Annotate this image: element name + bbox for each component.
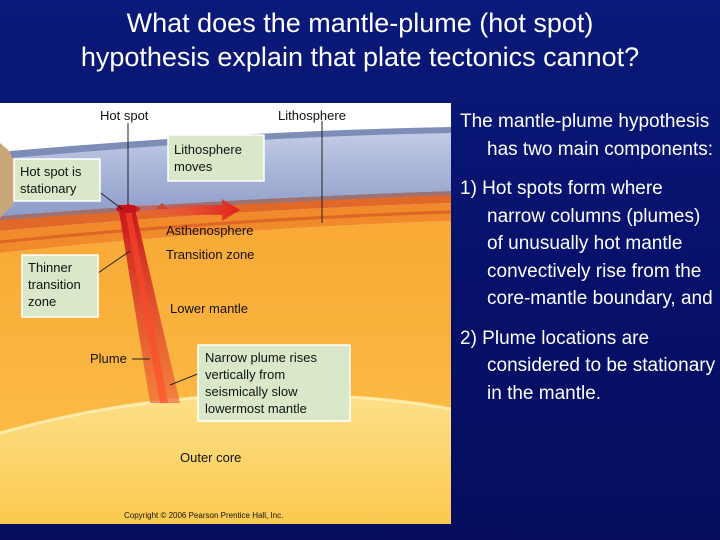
callout-narrow-line-1: Narrow plume rises [205,350,317,365]
slide-title [0,6,720,74]
label-plume: Plume [90,351,127,366]
callout-thinner-line-2: transition [28,277,81,292]
callout-hot-spot-stationary-line-1: Hot spot is [20,164,82,179]
label-lower-mantle: Lower mantle [170,301,249,316]
label-outer-core: Outer core [180,450,242,465]
label-lithosphere: Lithosphere [278,108,346,123]
callout-thinner-line-3: zone [28,294,57,309]
cross-section-diagram [0,103,451,524]
callout-lithosphere-moves [168,135,264,181]
callout-lithosphere-moves-line-1: Lithosphere [174,142,242,157]
callout-narrow-line-2: vertically from [205,367,286,382]
callout-lithosphere-moves-line-2: moves [174,159,213,174]
label-hot-spot: Hot spot [100,108,149,123]
label-transition-zone: Transition zone [166,247,255,262]
callout-hot-spot-stationary [14,159,100,201]
title-line-2: hypothesis explain that plate tectonics cannot? [80,42,640,72]
intro-paragraph: The mantle-plume hypothesis has two main components: [460,111,714,160]
point-1-paragraph: 1) Hot spots form where narrow columns (plumes) of unusually hot mantle convectively rise from the core-mantle boundary, and [460,178,713,309]
callout-thinner-line-1: Thinner [28,260,73,275]
callout-narrow-line-3: seismically slow [205,384,298,399]
explanation-text [460,108,718,419]
title-line-1: What does the mantle-plume (hot spot) [126,8,594,38]
callout-narrow-line-4: lowermost mantle [205,401,307,416]
callout-narrow-plume [198,345,350,421]
earth-cross-section-figure [0,103,451,524]
callout-hot-spot-stationary-line-2: stationary [20,181,77,196]
copyright-notice: Copyright © 2006 Pearson Prentice Hall, Inc. [124,511,284,520]
callout-thinner-transition-zone [22,255,98,317]
point-2-paragraph: 2) Plume locations are considered to be stationary in the mantle. [460,327,716,404]
label-asthenosphere: Asthenosphere [166,223,254,238]
